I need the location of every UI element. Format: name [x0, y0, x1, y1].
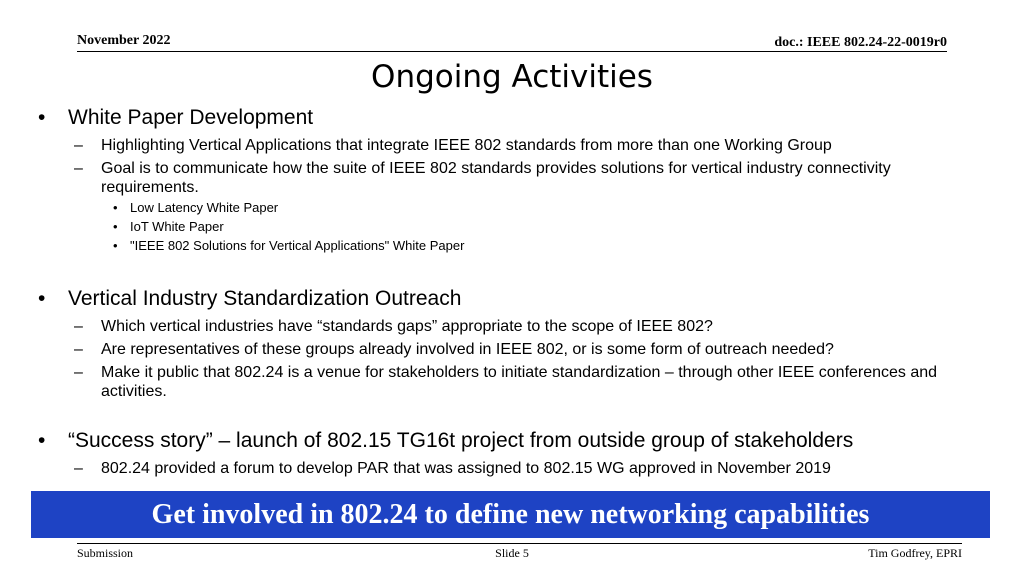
footer-divider: [77, 543, 962, 544]
dash-icon: –: [74, 364, 83, 381]
slide-body: [0, 104, 1024, 478]
sub-bullet: [0, 136, 1024, 155]
bullet-dot-icon: •: [38, 429, 46, 452]
dash-icon: –: [74, 341, 83, 358]
sub-bullet-text: Highlighting Vertical Applications that integrate IEEE 802 standards from more than one Working Group: [101, 137, 832, 154]
footer-slide-number: Slide 5: [495, 546, 529, 560]
sub-sub-bullet: [0, 200, 1024, 216]
bullet-success-story: [0, 427, 1024, 455]
bullet-dot-icon: •: [38, 106, 46, 129]
small-dot-icon: •: [113, 200, 118, 215]
sub-bullet: [0, 340, 1024, 359]
call-to-action-banner: Get involved in 802.24 to define new networking capabilities: [31, 491, 990, 538]
sub-bullet: [0, 159, 1024, 197]
sub-bullet: [0, 317, 1024, 336]
footer-author: Tim Godfrey, EPRI: [868, 546, 962, 560]
sub-bullet-text: Goal is to communicate how the suite of IEEE 802 standards provides solutions for vertical industry connectivity requirements.: [101, 160, 891, 196]
dash-icon: –: [74, 137, 83, 154]
header-divider: [77, 51, 947, 52]
bullet-white-paper: [0, 104, 1024, 132]
slide-title: Ongoing Activities: [371, 59, 653, 95]
sub-sub-bullet: [0, 238, 1024, 254]
dash-icon: –: [74, 160, 83, 177]
dash-icon: –: [74, 460, 83, 477]
header-doc-id: doc.: IEEE 802.24-22-0019r0: [774, 35, 947, 50]
sub-bullet-text: Make it public that 802.24 is a venue for stakeholders to initiate standardization – through other IEEE conferences and activities.: [101, 364, 938, 400]
sub-bullet-text: Are representatives of these groups already involved in IEEE 802, or is some form of outreach needed?: [101, 341, 834, 358]
footer-submission: Submission: [77, 546, 134, 560]
header-date: November 2022: [77, 33, 171, 48]
sub-bullet: [0, 459, 1024, 478]
bullet-text: Vertical Industry Standardization Outreach: [68, 287, 462, 310]
small-dot-icon: •: [113, 238, 118, 253]
sub-sub-bullet-text: "IEEE 802 Solutions for Vertical Applications" White Paper: [130, 238, 465, 253]
sub-sub-bullet: [0, 219, 1024, 235]
bullet-text: “Success story” – launch of 802.15 TG16t project from outside group of stakeholders: [68, 429, 854, 452]
bullet-dot-icon: •: [38, 287, 46, 310]
bullet-outreach: [0, 285, 1024, 313]
bullet-text: White Paper Development: [68, 106, 314, 129]
sub-bullet-text: 802.24 provided a forum to develop PAR that was assigned to 802.15 WG approved in November 2019: [101, 460, 831, 477]
sub-bullet-text: Which vertical industries have “standards gaps” appropriate to the scope of IEEE 802?: [101, 318, 713, 335]
sub-bullet: [0, 363, 1024, 401]
dash-icon: –: [74, 318, 83, 335]
small-dot-icon: •: [113, 219, 118, 234]
sub-sub-bullet-text: Low Latency White Paper: [130, 200, 279, 215]
sub-sub-bullet-text: IoT White Paper: [130, 219, 224, 234]
